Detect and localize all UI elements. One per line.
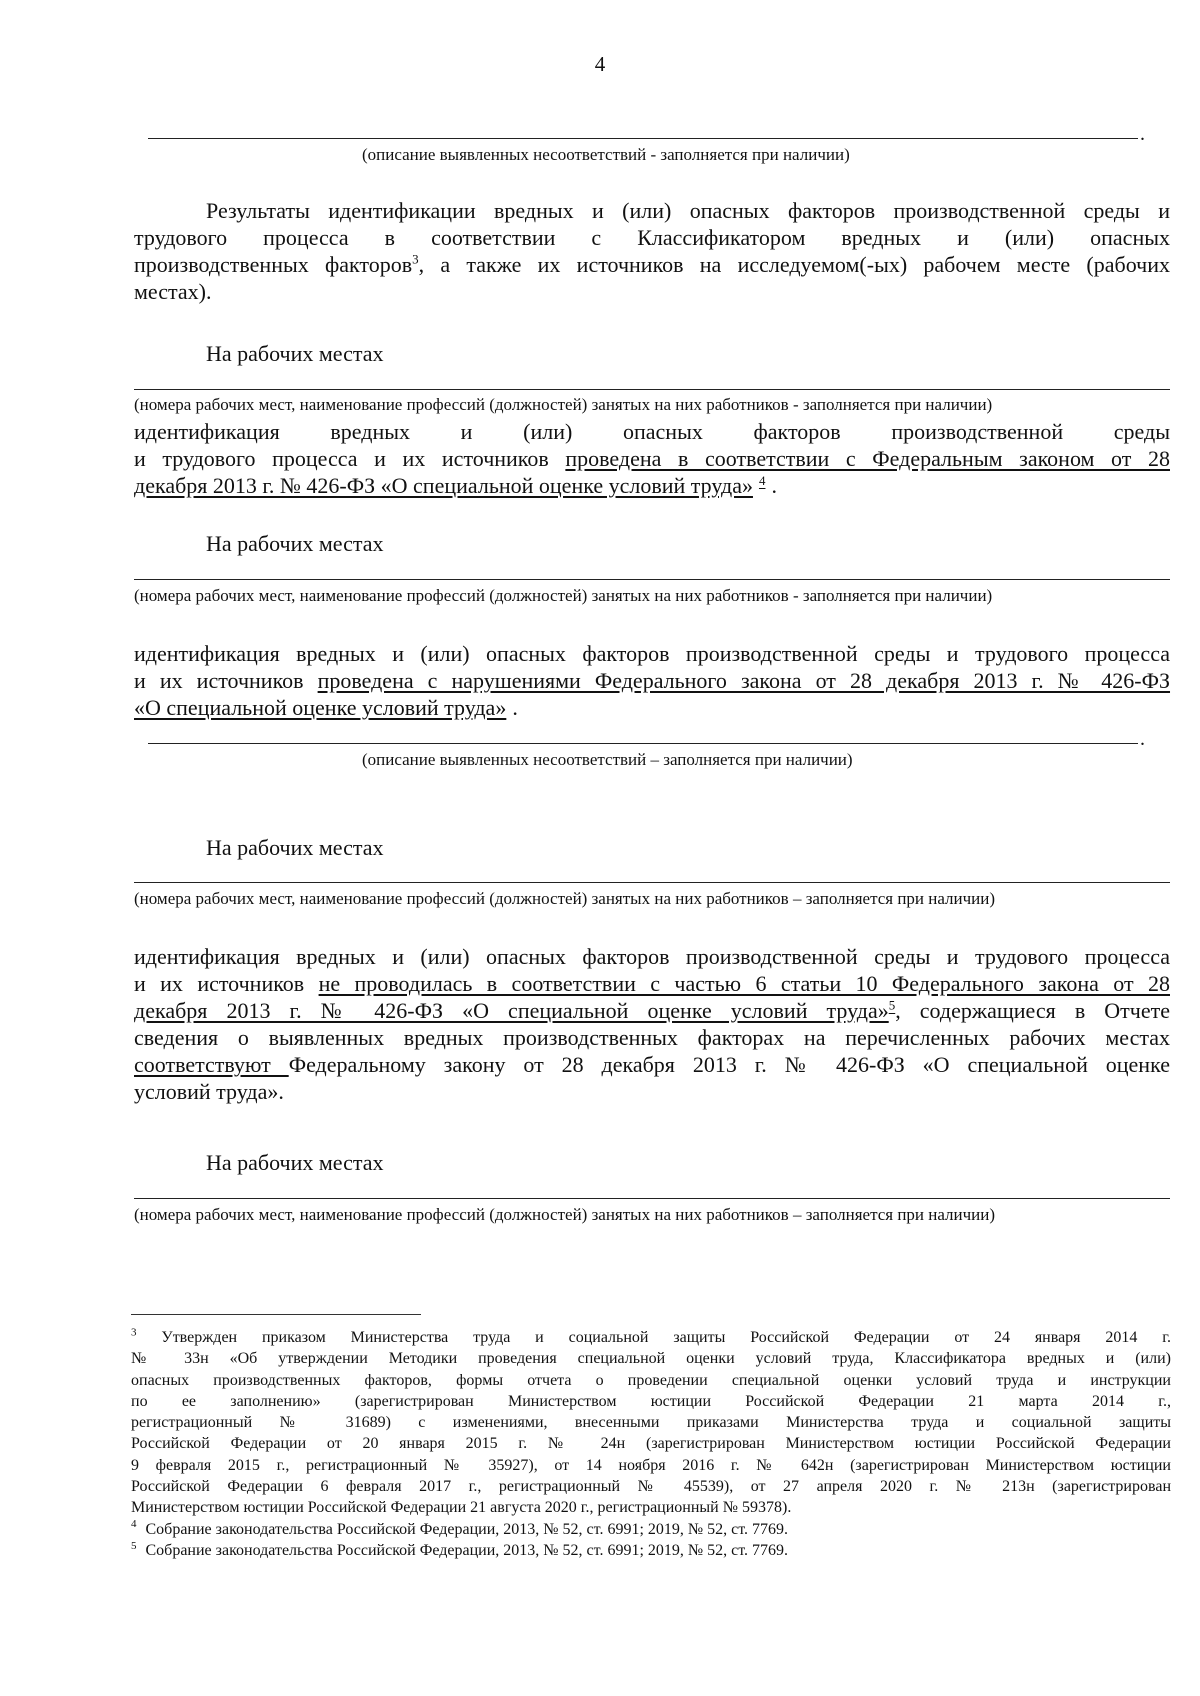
footnote-3-line-3: опасных производственных факторов, формы отчета о проведении специальной оценки условий труда и инструкции bbox=[131, 1371, 1171, 1389]
footnote-3-line-4: по ее заполнению» (зарегистрирован Министерством юстиции Российской Федерации 21 марта 2014 г., bbox=[131, 1392, 1171, 1410]
on-workplaces-label-1: На рабочих местах bbox=[206, 341, 384, 366]
footnote-3-line-1: Утвержден приказом Министерства труда и социальной защиты Российской Федерации от 24 января 2014 г. bbox=[161, 1329, 1171, 1346]
footnote-3-line-9: Министерством юстиции Российской Федерации 21 августа 2020 г., регистрационный № 59378). bbox=[131, 1499, 792, 1517]
footnote-ref-4[interactable]: 4 bbox=[758, 472, 766, 488]
footnote-ref-3[interactable]: 3 bbox=[412, 251, 419, 267]
footnote-separator bbox=[131, 1314, 421, 1315]
footnote-mark-4: 4 bbox=[131, 1518, 137, 1531]
blank-line bbox=[134, 389, 1170, 390]
workplaces-caption-2: (номера рабочих мест, наименование профессий (должностей) занятых на них работников - заполняется при наличии) bbox=[134, 586, 993, 605]
footnote-5-text: Собрание законодательства Российской Федерации, 2013, № 52, ст. 6991; 2019, № 52, ст. 7769. bbox=[145, 1541, 789, 1559]
section-2-line-2b: проведена с нарушениями Федерального закона от 28 декабря 2013 г. № 426-ФЗ bbox=[317, 668, 1171, 693]
section-1-line-2a: и трудового процесса и их источников bbox=[134, 446, 566, 471]
section-2-line-3b: . bbox=[512, 695, 518, 720]
trailing-dot: . bbox=[1140, 123, 1145, 145]
intro-line-1: Результаты идентификации вредных и (или) опасных факторов производственной среды и bbox=[206, 198, 1170, 223]
violations-caption: (описание выявленных несоответствий - заполняется при наличии) bbox=[362, 145, 850, 164]
section-1-line-3b: . bbox=[771, 473, 777, 498]
section-3-line-2b: не проводилась в соответствии с частью 6 статьи 10 Федерального закона от 28 bbox=[318, 971, 1170, 996]
blank-line bbox=[148, 138, 1138, 139]
intro-line-3b: , а также их источников на исследуемом(-ых) рабочем месте (рабочих bbox=[418, 252, 1170, 277]
workplaces-caption-3: (номера рабочих мест, наименование профессий (должностей) занятых на них работников – заполняется при наличии) bbox=[134, 889, 996, 908]
blank-line bbox=[134, 1198, 1170, 1199]
footnote-4-text: Собрание законодательства Российской Федерации, 2013, № 52, ст. 6991; 2019, № 52, ст. 7769. bbox=[145, 1520, 789, 1538]
page-number: 4 bbox=[594, 52, 606, 76]
blank-line bbox=[148, 743, 1138, 744]
section-3-line-5b: Федеральному закону от 28 декабря 2013 г. № 426-ФЗ «О специальной оценке bbox=[288, 1052, 1170, 1077]
on-workplaces-label-3: На рабочих местах bbox=[206, 835, 384, 860]
intro-line-3a: производственных факторов bbox=[134, 252, 413, 277]
footnote-3-line-8: Российской Федерации 6 февраля 2017 г., регистрационный № 45539), от 27 апреля 2020 г. № 213н (зарегистрирован bbox=[131, 1478, 1171, 1496]
intro-line-4: местах). bbox=[134, 279, 212, 304]
section-2-line-1: идентификация вредных и (или) опасных факторов производственной среды и трудового процесса bbox=[134, 641, 1170, 666]
section-3-line-6: условий труда». bbox=[134, 1079, 284, 1104]
section-1-line-3a: декабря 2013 г. № 426-ФЗ «О специальной оценке условий труда» bbox=[134, 473, 753, 498]
on-workplaces-label-4: На рабочих местах bbox=[206, 1150, 384, 1175]
footnote-mark-5: 5 bbox=[131, 1539, 137, 1552]
section-3-line-1: идентификация вредных и (или) опасных факторов производственной среды и трудового процесса bbox=[134, 944, 1170, 969]
section-2-text bbox=[134, 640, 1170, 721]
section-3-line-2a: и их источников bbox=[134, 971, 319, 996]
workplaces-caption-4: (номера рабочих мест, наименование профессий (должностей) занятых на них работников – заполняется при наличии) bbox=[134, 1205, 996, 1224]
section-3-line-4: сведения о выявленных вредных производственных факторах на перечисленных рабочих местах bbox=[134, 1025, 1170, 1050]
section-3-text bbox=[134, 943, 1170, 1105]
workplaces-caption-1: (номера рабочих мест, наименование профессий (должностей) занятых на них работников - заполняется при наличии) bbox=[134, 395, 993, 414]
footnote-3-line-6: Российской Федерации от 20 января 2015 г. № 24н (зарегистрирован Министерством юстиции Российской Федерации bbox=[131, 1435, 1171, 1453]
footnote-mark-3: 3 bbox=[131, 1326, 137, 1339]
section-1-line-1: идентификация вредных и (или) опасных факторов производственной среды bbox=[134, 419, 1170, 444]
footnote-3-line-7: 9 февраля 2015 г., регистрационный № 35927), от 14 ноября 2016 г. № 642н (зарегистрирован Министерством юстиции bbox=[131, 1456, 1171, 1474]
section-2-line-2a: и их источников bbox=[134, 668, 318, 693]
blank-line bbox=[134, 882, 1170, 883]
footnote-ref-5[interactable]: 5 bbox=[888, 997, 896, 1013]
intro-line-2: трудового процесса в соответствии с Классификатором вредных и (или) опасных bbox=[134, 225, 1170, 250]
trailing-dot: . bbox=[1140, 728, 1145, 750]
violations-caption-2: (описание выявленных несоответствий – заполняется при наличии) bbox=[362, 750, 853, 769]
intro-paragraph bbox=[134, 197, 1170, 305]
on-workplaces-label-2: На рабочих местах bbox=[206, 531, 384, 556]
section-1-text bbox=[134, 418, 1170, 499]
footnote-3-line-2: № 33н «Об утверждении Методики проведения специальной оценки условий труда, Классификатора вредных и (или) bbox=[131, 1350, 1171, 1368]
section-1-line-2b: проведена в соответствии с Федеральным законом от 28 bbox=[565, 446, 1170, 471]
footnote-3-line-5: регистрационный № 31689) с изменениями, внесенными приказами Министерства труда и социальной защиты bbox=[131, 1414, 1171, 1432]
section-3-line-3a: декабря 2013 г. № 426-ФЗ «О специальной оценке условий труда» bbox=[134, 998, 889, 1023]
section-2-line-3a: «О специальной оценке условий труда» bbox=[134, 695, 507, 720]
section-3-line-5a: соответствуют bbox=[134, 1052, 289, 1077]
section-3-line-3b: , содержащиеся в Отчете bbox=[895, 998, 1171, 1023]
blank-line bbox=[134, 579, 1170, 580]
footnotes bbox=[131, 1327, 1171, 1561]
